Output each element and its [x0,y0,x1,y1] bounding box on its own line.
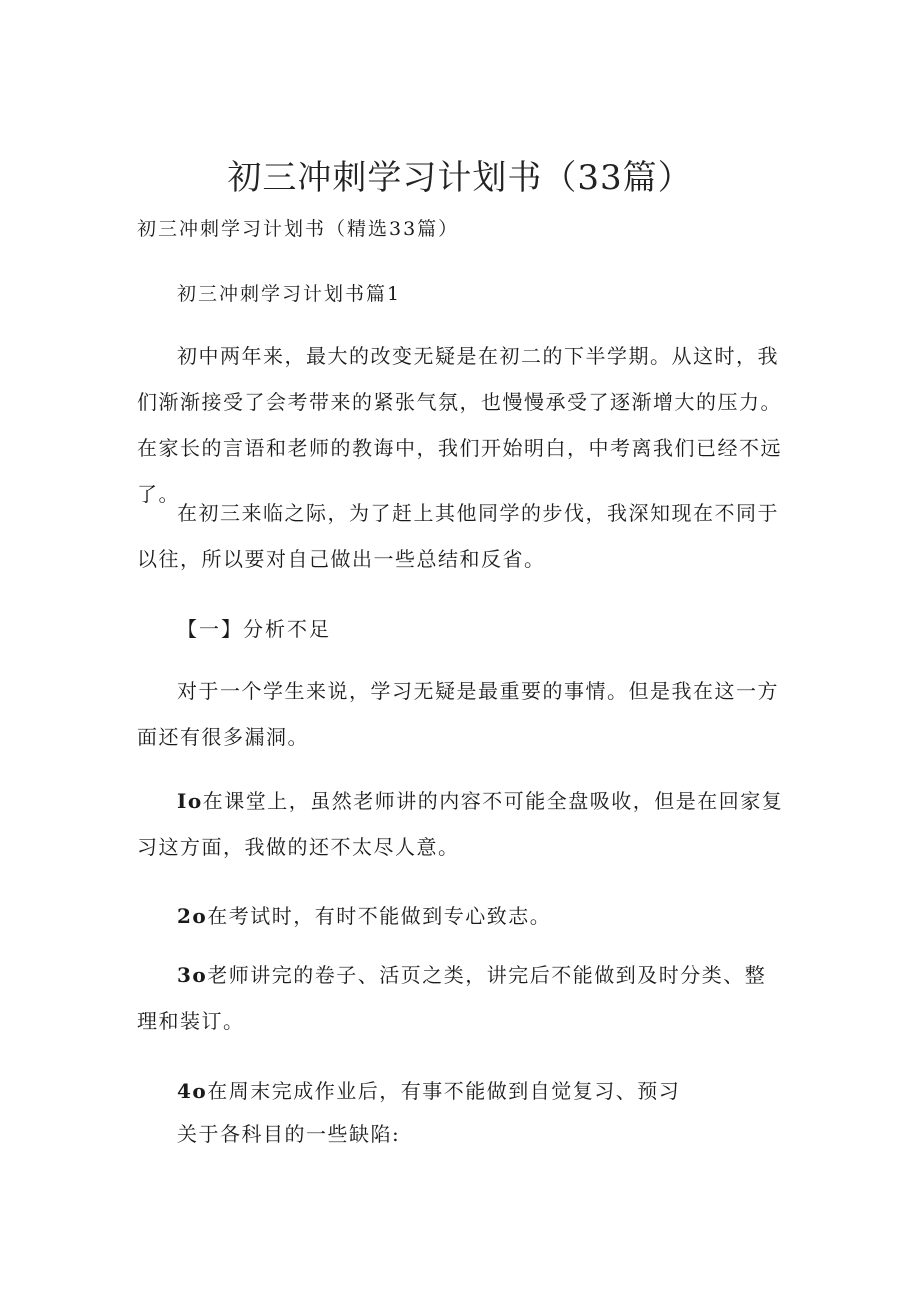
list-item-3-text: 老师讲完的卷子、活页之类，讲完后不能做到及时分类、整理和装订。 [137,963,767,1033]
paragraph-subject-deficits: 关于各科目的一些缺陷: [177,1122,401,1146]
paragraph-reflection: 在初三来临之际，为了赶上其他同学的步伐，我深知现在不同于以往，所以要对自己做出一些总结和反省。 [137,501,779,571]
list-item-2 [177,900,551,929]
list-item-4-text: 在周末完成作业后，有事不能做到自觉复习、预习 [207,1079,681,1103]
list-item-2-number: 2o [177,904,208,928]
page-title: 初三冲刺学习计划书（33篇） [227,158,693,198]
paragraph-intro: 初中两年来，最大的改变无疑是在初二的下半学期。从这时，我们渐渐接受了会考带来的紧张气氛，也慢慢承受了逐渐增大的压力。在家长的言语和老师的教诲中，我们开始明白，中考离我们已经不远了。 [137,344,782,506]
list-item-3-number: 3o [177,963,208,987]
list-item-4-number: 4o [177,1079,208,1103]
list-item-3 [137,952,787,1044]
paragraph-study-gaps: 对于一个学生来说，学习无疑是最重要的事情。但是我在这一方面还有很多漏洞。 [137,679,779,749]
section-heading-shortcomings: 【一】分析不足 [177,617,331,641]
list-item-1-text: 在课堂上，虽然老师讲的内容不可能全盘吸收，但是在回家复习这方面，我做的还不太尽人意。 [137,789,784,859]
list-item-4 [177,1075,680,1104]
chapter-heading: 初三冲刺学习计划书篇1 [177,283,402,305]
list-item-2-text: 在考试时，有时不能做到专心致志。 [207,904,552,928]
document-subtitle: 初三冲刺学习计划书（精选33篇） [137,218,460,240]
list-item-1 [137,778,787,870]
list-item-1-number: Io [177,789,203,813]
